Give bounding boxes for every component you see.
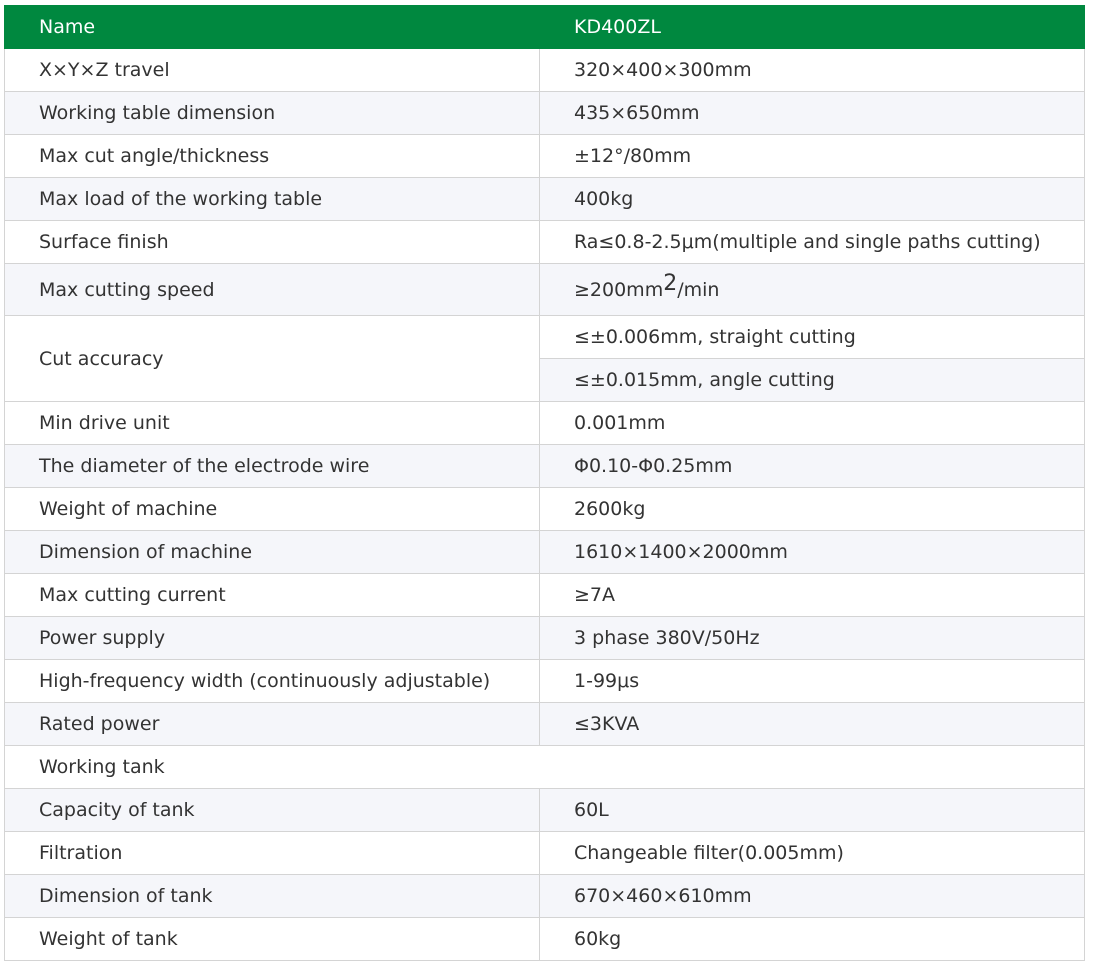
table-row (5, 178, 1085, 221)
speed-value-prefix: ≥200mm (574, 278, 664, 301)
row-label: The diameter of the electrode wire (5, 445, 540, 488)
table-row (5, 703, 1085, 746)
row-label: Cut accuracy (5, 316, 540, 402)
table-row (5, 832, 1085, 875)
section-label-working-tank: Working tank (5, 746, 1085, 789)
row-value: ≤±0.015mm, angle cutting (540, 359, 1085, 402)
table-row (5, 316, 1085, 359)
table-row (5, 531, 1085, 574)
row-label: Power supply (5, 617, 540, 660)
row-value: ≤3KVA (540, 703, 1085, 746)
row-value: Changeable filter(0.005mm) (540, 832, 1085, 875)
table-row (5, 617, 1085, 660)
row-label: Max cutting speed (5, 264, 540, 316)
table-row (5, 789, 1085, 832)
row-label: Weight of machine (5, 488, 540, 531)
table-row (5, 875, 1085, 918)
row-label: Capacity of tank (5, 789, 540, 832)
table-row (5, 135, 1085, 178)
table-row (5, 221, 1085, 264)
row-value: 2600kg (540, 488, 1085, 531)
table-row (5, 660, 1085, 703)
header-name-cell: Name (5, 6, 540, 49)
table-row (5, 574, 1085, 617)
row-label: Working table dimension (5, 92, 540, 135)
row-value: 670×460×610mm (540, 875, 1085, 918)
spec-table (4, 5, 1085, 961)
row-value (540, 264, 1085, 316)
row-label: Max cutting current (5, 574, 540, 617)
row-label: X×Y×Z travel (5, 49, 540, 92)
table-row (5, 92, 1085, 135)
row-value: 3 phase 380V/50Hz (540, 617, 1085, 660)
row-value: 1-99μs (540, 660, 1085, 703)
row-label: Min drive unit (5, 402, 540, 445)
row-value: 400kg (540, 178, 1085, 221)
header-model-cell: KD400ZL (540, 6, 1085, 49)
row-value: ≥7A (540, 574, 1085, 617)
table-header-row (5, 6, 1085, 49)
row-label: Rated power (5, 703, 540, 746)
table-row (5, 488, 1085, 531)
row-label: Dimension of tank (5, 875, 540, 918)
row-value: 435×650mm (540, 92, 1085, 135)
row-label: Max cut angle/thickness (5, 135, 540, 178)
row-label: Weight of tank (5, 918, 540, 961)
row-label: High-frequency width (continuously adjustable) (5, 660, 540, 703)
row-value: 0.001mm (540, 402, 1085, 445)
table-row (5, 918, 1085, 961)
speed-value-suffix: /min (677, 278, 720, 301)
row-value: Ra≤0.8-2.5μm(multiple and single paths cutting) (540, 221, 1085, 264)
row-value: 320×400×300mm (540, 49, 1085, 92)
row-value: ≤±0.006mm, straight cutting (540, 316, 1085, 359)
speed-value-exponent: 2 (663, 270, 678, 296)
row-value: 60L (540, 789, 1085, 832)
row-value: 1610×1400×2000mm (540, 531, 1085, 574)
row-value: 60kg (540, 918, 1085, 961)
row-label: Filtration (5, 832, 540, 875)
row-label: Dimension of machine (5, 531, 540, 574)
section-row (5, 746, 1085, 789)
table-row (5, 445, 1085, 488)
row-value: Φ0.10-Φ0.25mm (540, 445, 1085, 488)
row-value: ±12°/80mm (540, 135, 1085, 178)
table-row (5, 264, 1085, 316)
row-label: Max load of the working table (5, 178, 540, 221)
row-label: Surface finish (5, 221, 540, 264)
table-row (5, 49, 1085, 92)
table-row (5, 402, 1085, 445)
